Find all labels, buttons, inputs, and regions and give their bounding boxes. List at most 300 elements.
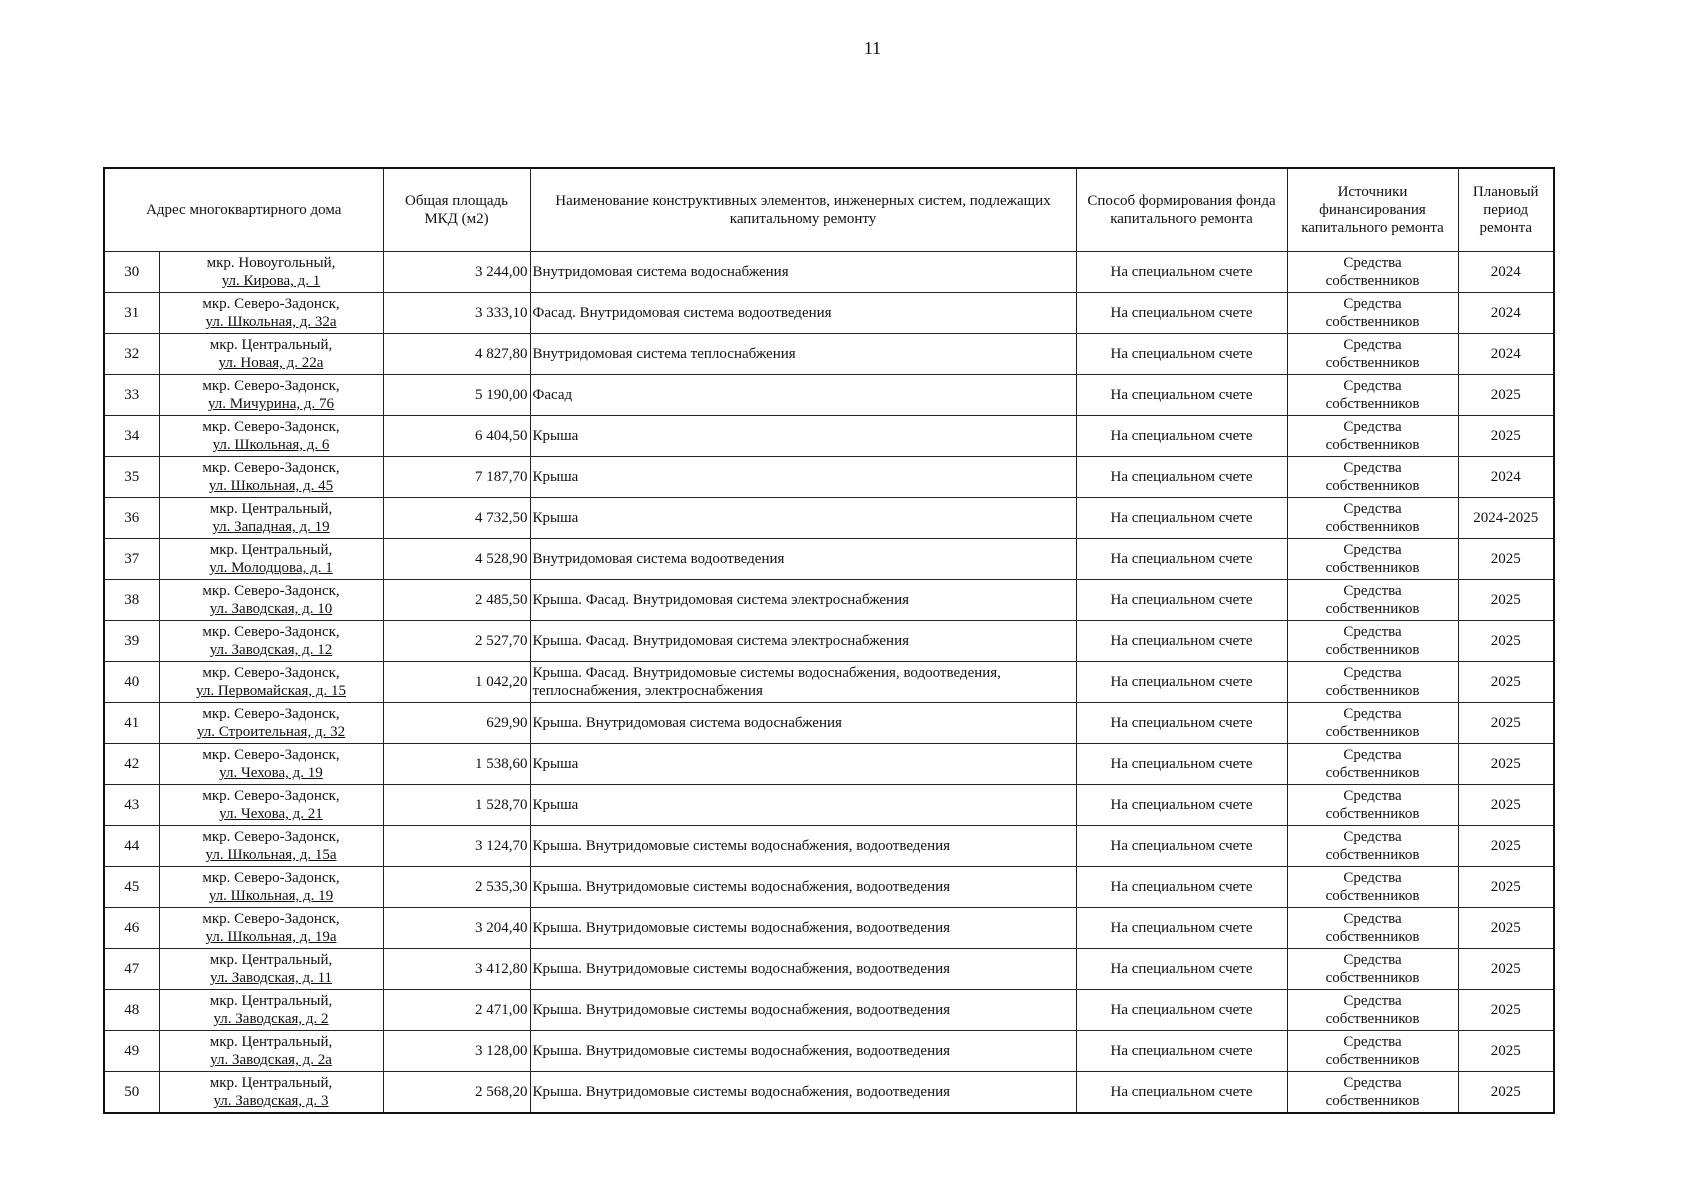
- table-row: [104, 744, 1554, 785]
- cell-period-period: 2025: [1490, 1084, 1521, 1100]
- cell-period: [1458, 252, 1554, 293]
- table-row: [104, 867, 1554, 908]
- cell-number-num: 31: [124, 305, 140, 321]
- cell-area-area: 2 535,30: [475, 879, 528, 895]
- cell-method-method: На специальном счете: [1110, 879, 1253, 895]
- cell-method-method: На специальном счете: [1110, 551, 1253, 567]
- capital-repair-table: [103, 167, 1555, 1114]
- cell-period: [1458, 1072, 1554, 1114]
- cell-period: [1458, 580, 1554, 621]
- cell-elements: [530, 867, 1076, 908]
- cell-source: [1287, 580, 1458, 621]
- cell-elements-elements: Крыша. Внутридомовые системы водоснабжения, водоотведения: [532, 961, 951, 977]
- cell-source: [1287, 1072, 1458, 1114]
- table-row: [104, 908, 1554, 949]
- cell-method-method: На специальном счете: [1110, 1084, 1253, 1100]
- cell-period-period: 2025: [1490, 797, 1521, 813]
- cell-address-addr2: ул. Школьная, д. 19а: [205, 929, 337, 945]
- cell-source-src1: Средства: [1343, 501, 1402, 517]
- cell-elements: [530, 1031, 1076, 1072]
- cell-source-src1: Средства: [1343, 378, 1402, 394]
- cell-source-src2: собственников: [1325, 847, 1420, 863]
- cell-area: [383, 375, 530, 416]
- cell-method: [1076, 990, 1287, 1031]
- table-row: [104, 1031, 1554, 1072]
- cell-source-src1: Средства: [1343, 296, 1402, 312]
- cell-period: [1458, 498, 1554, 539]
- cell-elements: [530, 293, 1076, 334]
- cell-number-num: 48: [124, 1002, 140, 1018]
- cell-source: [1287, 826, 1458, 867]
- cell-number: [104, 580, 159, 621]
- cell-elements-elements: Крыша: [532, 510, 579, 526]
- cell-area: [383, 1031, 530, 1072]
- cell-source: [1287, 457, 1458, 498]
- cell-address: [159, 539, 383, 580]
- cell-source-src2: собственников: [1325, 1052, 1420, 1068]
- cell-address-addr2: ул. Школьная, д. 15а: [205, 847, 337, 863]
- cell-method: [1076, 867, 1287, 908]
- page-number: 11: [863, 38, 882, 58]
- cell-period-period: 2025: [1490, 920, 1521, 936]
- cell-period: [1458, 416, 1554, 457]
- cell-source-src2: собственников: [1325, 970, 1420, 986]
- cell-address-addr1: мкр. Центральный,: [209, 542, 333, 558]
- cell-method: [1076, 785, 1287, 826]
- cell-source: [1287, 785, 1458, 826]
- cell-method: [1076, 416, 1287, 457]
- cell-elements-elements: Крыша. Внутридомовые системы водоснабжения, водоотведения: [532, 838, 951, 854]
- cell-source: [1287, 949, 1458, 990]
- cell-area: [383, 334, 530, 375]
- cell-source-src1: Средства: [1343, 1075, 1402, 1091]
- cell-area-area: 2 485,50: [475, 592, 528, 608]
- cell-method: [1076, 703, 1287, 744]
- cell-address-addr2: ул. Заводская, д. 3: [213, 1093, 329, 1109]
- cell-source-src1: Средства: [1343, 747, 1402, 763]
- cell-method-method: На специальном счете: [1110, 756, 1253, 772]
- cell-elements: [530, 621, 1076, 662]
- cell-address-addr2: ул. Заводская, д. 2а: [210, 1052, 332, 1068]
- table-row: [104, 990, 1554, 1031]
- cell-address-addr2: ул. Школьная, д. 6: [212, 437, 330, 453]
- cell-method: [1076, 293, 1287, 334]
- table-row: [104, 826, 1554, 867]
- cell-method-method: На специальном счете: [1110, 264, 1253, 280]
- cell-period-period: 2025: [1490, 1043, 1521, 1059]
- cell-elements: [530, 457, 1076, 498]
- cell-address: [159, 375, 383, 416]
- cell-address-addr1: мкр. Северо-Задонск,: [202, 747, 340, 763]
- cell-source: [1287, 662, 1458, 703]
- cell-source-src2: собственников: [1325, 683, 1420, 699]
- cell-method-method: На специальном счете: [1110, 592, 1253, 608]
- cell-address-addr1: мкр. Северо-Задонск,: [202, 665, 340, 681]
- table-row: [104, 621, 1554, 662]
- cell-number-num: 44: [124, 838, 140, 854]
- cell-period: [1458, 334, 1554, 375]
- cell-area-area: 2 471,00: [475, 1002, 528, 1018]
- cell-period: [1458, 826, 1554, 867]
- cell-source-src1: Средства: [1343, 952, 1402, 968]
- cell-address-addr2: ул. Школьная, д. 32а: [205, 314, 337, 330]
- cell-address: [159, 1072, 383, 1114]
- cell-area-area: 6 404,50: [475, 428, 528, 444]
- cell-method-method: На специальном счете: [1110, 346, 1253, 362]
- cell-area: [383, 826, 530, 867]
- cell-address-addr1: мкр. Северо-Задонск,: [202, 911, 340, 927]
- cell-number-num: 39: [124, 633, 140, 649]
- cell-area-area: 3 333,10: [475, 305, 528, 321]
- cell-source-src1: Средства: [1343, 460, 1402, 476]
- cell-number: [104, 457, 159, 498]
- cell-period: [1458, 1031, 1554, 1072]
- cell-elements: [530, 703, 1076, 744]
- cell-period: [1458, 539, 1554, 580]
- cell-address-addr2: ул. Чехова, д. 19: [219, 765, 323, 781]
- cell-number-num: 37: [124, 551, 140, 567]
- table-row: [104, 334, 1554, 375]
- table-row: [104, 539, 1554, 580]
- cell-method: [1076, 621, 1287, 662]
- cell-area-area: 7 187,70: [475, 469, 528, 485]
- cell-source-src1: Средства: [1343, 255, 1402, 271]
- cell-area: [383, 580, 530, 621]
- cell-source-src1: Средства: [1343, 788, 1402, 804]
- cell-period-period: 2024-2025: [1473, 510, 1539, 526]
- cell-elements: [530, 785, 1076, 826]
- cell-source: [1287, 621, 1458, 662]
- cell-source: [1287, 744, 1458, 785]
- cell-area: [383, 457, 530, 498]
- cell-source-src2: собственников: [1325, 273, 1420, 289]
- cell-number: [104, 949, 159, 990]
- cell-address-addr1: мкр. Северо-Задонск,: [202, 788, 340, 804]
- cell-number-num: 49: [124, 1043, 140, 1059]
- cell-method-method: На специальном счете: [1110, 961, 1253, 977]
- cell-source-src1: Средства: [1343, 583, 1402, 599]
- cell-period-period: 2025: [1490, 838, 1521, 854]
- cell-area: [383, 867, 530, 908]
- cell-number-num: 50: [124, 1084, 140, 1100]
- cell-source-src1: Средства: [1343, 870, 1402, 886]
- table-row: [104, 457, 1554, 498]
- cell-number-num: 45: [124, 879, 140, 895]
- cell-address-addr2: ул. Новая, д. 22а: [218, 355, 324, 371]
- cell-address: [159, 457, 383, 498]
- cell-period-period: 2025: [1490, 428, 1521, 444]
- cell-address-addr2: ул. Школьная, д. 19: [208, 888, 334, 904]
- cell-elements-elements: Крыша: [532, 756, 579, 772]
- cell-method-method: На специальном счете: [1110, 469, 1253, 485]
- cell-address-addr2: ул. Заводская, д. 12: [209, 642, 333, 658]
- cell-method: [1076, 908, 1287, 949]
- cell-elements: [530, 416, 1076, 457]
- cell-method-method: На специальном счете: [1110, 715, 1253, 731]
- cell-area: [383, 949, 530, 990]
- table-row: [104, 498, 1554, 539]
- table-row: [104, 949, 1554, 990]
- header-area: Общая площадь МКД (м2): [383, 168, 530, 252]
- cell-address-addr1: мкр. Северо-Задонск,: [202, 583, 340, 599]
- cell-period-period: 2025: [1490, 633, 1521, 649]
- cell-source-src1: Средства: [1343, 419, 1402, 435]
- cell-elements: [530, 498, 1076, 539]
- cell-period: [1458, 703, 1554, 744]
- cell-address-addr2: ул. Мичурина, д. 76: [207, 396, 335, 412]
- cell-address-addr2: ул. Молодцова, д. 1: [209, 560, 333, 576]
- cell-number-num: 34: [124, 428, 140, 444]
- header-address: Адрес многоквартирного дома: [104, 168, 383, 252]
- cell-source-src2: собственников: [1325, 724, 1420, 740]
- cell-area-area: 3 128,00: [475, 1043, 528, 1059]
- cell-source-src2: собственников: [1325, 355, 1420, 371]
- cell-period-period: 2025: [1490, 551, 1521, 567]
- cell-source-src1: Средства: [1343, 665, 1402, 681]
- cell-address: [159, 867, 383, 908]
- cell-method: [1076, 949, 1287, 990]
- cell-method-method: На специальном счете: [1110, 1002, 1253, 1018]
- cell-area: [383, 293, 530, 334]
- cell-elements-elements: Крыша. Фасад. Внутридомовая система электроснабжения: [532, 592, 910, 608]
- table-row: [104, 375, 1554, 416]
- cell-address-addr2: ул. Заводская, д. 10: [209, 601, 333, 617]
- header-period: Плановый период ремонта: [1458, 168, 1554, 252]
- cell-elements-elements: Крыша. Фасад. Внутридомовые системы водоснабжения, водоотведения, теплоснабжения, электроснабжения: [532, 665, 1001, 699]
- cell-area-area: 629,90: [486, 715, 528, 731]
- cell-number: [104, 375, 159, 416]
- cell-period-period: 2024: [1490, 264, 1521, 280]
- cell-area: [383, 621, 530, 662]
- cell-period-period: 2025: [1490, 1002, 1521, 1018]
- cell-elements: [530, 662, 1076, 703]
- table-row: [104, 252, 1554, 293]
- cell-elements: [530, 539, 1076, 580]
- cell-source: [1287, 990, 1458, 1031]
- cell-area: [383, 744, 530, 785]
- cell-method: [1076, 1072, 1287, 1114]
- cell-address-addr1: мкр. Северо-Задонск,: [202, 296, 340, 312]
- cell-number: [104, 416, 159, 457]
- cell-area-area: 3 412,80: [475, 961, 528, 977]
- cell-period: [1458, 908, 1554, 949]
- cell-elements: [530, 908, 1076, 949]
- cell-source-src2: собственников: [1325, 314, 1420, 330]
- cell-period: [1458, 867, 1554, 908]
- cell-area: [383, 539, 530, 580]
- cell-number-num: 41: [124, 715, 140, 731]
- cell-address: [159, 416, 383, 457]
- cell-elements-elements: Крыша: [532, 469, 579, 485]
- cell-number-num: 30: [124, 264, 140, 280]
- cell-period: [1458, 293, 1554, 334]
- cell-address: [159, 908, 383, 949]
- cell-elements: [530, 334, 1076, 375]
- cell-area: [383, 1072, 530, 1114]
- table-body: [104, 252, 1554, 1114]
- cell-elements-elements: Крыша: [532, 428, 579, 444]
- cell-source-src1: Средства: [1343, 911, 1402, 927]
- table-row: [104, 785, 1554, 826]
- cell-address: [159, 580, 383, 621]
- cell-number: [104, 867, 159, 908]
- cell-method: [1076, 539, 1287, 580]
- cell-address: [159, 703, 383, 744]
- cell-number-num: 36: [124, 510, 140, 526]
- cell-number-num: 46: [124, 920, 140, 936]
- cell-number: [104, 826, 159, 867]
- cell-number: [104, 334, 159, 375]
- cell-source-src1: Средства: [1343, 1034, 1402, 1050]
- cell-source-src2: собственников: [1325, 1093, 1420, 1109]
- cell-elements-elements: Крыша. Внутридомовые системы водоснабжения, водоотведения: [532, 879, 951, 895]
- cell-source: [1287, 908, 1458, 949]
- cell-period: [1458, 375, 1554, 416]
- cell-period: [1458, 949, 1554, 990]
- table-row: [104, 662, 1554, 703]
- cell-method: [1076, 744, 1287, 785]
- cell-method-method: На специальном счете: [1110, 1043, 1253, 1059]
- cell-elements: [530, 990, 1076, 1031]
- cell-elements-elements: Крыша: [532, 797, 579, 813]
- cell-number-num: 32: [124, 346, 140, 362]
- cell-number: [104, 1031, 159, 1072]
- cell-source-src2: собственников: [1325, 929, 1420, 945]
- cell-source: [1287, 498, 1458, 539]
- cell-address: [159, 826, 383, 867]
- cell-number: [104, 621, 159, 662]
- cell-number: [104, 908, 159, 949]
- cell-address: [159, 293, 383, 334]
- cell-number: [104, 539, 159, 580]
- cell-source-src2: собственников: [1325, 642, 1420, 658]
- cell-number-num: 33: [124, 387, 140, 403]
- cell-number: [104, 785, 159, 826]
- cell-elements: [530, 949, 1076, 990]
- cell-source: [1287, 334, 1458, 375]
- header-elements: Наименование конструктивных элементов, инженерных систем, подлежащих капитальному ремонту: [530, 168, 1076, 252]
- cell-source-src2: собственников: [1325, 437, 1420, 453]
- cell-source-src2: собственников: [1325, 396, 1420, 412]
- cell-address: [159, 949, 383, 990]
- cell-address-addr1: мкр. Центральный,: [209, 952, 333, 968]
- cell-address-addr1: мкр. Северо-Задонск,: [202, 460, 340, 476]
- cell-source-src2: собственников: [1325, 601, 1420, 617]
- cell-number-num: 47: [124, 961, 140, 977]
- cell-method: [1076, 580, 1287, 621]
- cell-source: [1287, 293, 1458, 334]
- cell-address-addr1: мкр. Центральный,: [209, 1075, 333, 1091]
- cell-area: [383, 252, 530, 293]
- cell-source-src1: Средства: [1343, 829, 1402, 845]
- cell-number-num: 42: [124, 756, 140, 772]
- cell-number: [104, 703, 159, 744]
- cell-address: [159, 621, 383, 662]
- table-row: [104, 580, 1554, 621]
- cell-area: [383, 498, 530, 539]
- cell-elements-elements: Фасад: [532, 387, 573, 403]
- cell-address-addr1: мкр. Северо-Задонск,: [202, 829, 340, 845]
- cell-source: [1287, 867, 1458, 908]
- cell-area-area: 4 732,50: [475, 510, 528, 526]
- cell-address-addr2: ул. Чехова, д. 21: [219, 806, 323, 822]
- cell-source-src1: Средства: [1343, 706, 1402, 722]
- cell-address-addr2: ул. Заводская, д. 11: [209, 970, 333, 986]
- cell-elements-elements: Крыша. Внутридомовая система водоснабжения: [532, 715, 842, 731]
- cell-method: [1076, 1031, 1287, 1072]
- cell-elements-elements: Крыша. Внутридомовые системы водоснабжения, водоотведения: [532, 1043, 951, 1059]
- cell-address-addr1: мкр. Новоугольный,: [206, 255, 336, 271]
- cell-period: [1458, 785, 1554, 826]
- cell-period-period: 2025: [1490, 715, 1521, 731]
- cell-area: [383, 990, 530, 1031]
- cell-address-addr1: мкр. Северо-Задонск,: [202, 378, 340, 394]
- cell-period: [1458, 990, 1554, 1031]
- cell-address-addr1: мкр. Северо-Задонск,: [202, 419, 340, 435]
- cell-elements-elements: Фасад. Внутридомовая система водоотведения: [532, 305, 832, 321]
- cell-elements-elements: Внутридомовая система теплоснабжения: [532, 346, 796, 362]
- cell-area: [383, 908, 530, 949]
- cell-source-src1: Средства: [1343, 337, 1402, 353]
- cell-method-method: На специальном счете: [1110, 633, 1253, 649]
- cell-address: [159, 990, 383, 1031]
- cell-address-addr1: мкр. Центральный,: [209, 993, 333, 1009]
- cell-elements-elements: Крыша. Внутридомовые системы водоснабжения, водоотведения: [532, 1084, 951, 1100]
- cell-area-area: 2 527,70: [475, 633, 528, 649]
- cell-elements: [530, 580, 1076, 621]
- cell-area-area: 1 538,60: [475, 756, 528, 772]
- cell-method-method: На специальном счете: [1110, 920, 1253, 936]
- cell-elements-elements: Крыша. Фасад. Внутридомовая система электроснабжения: [532, 633, 910, 649]
- cell-period: [1458, 621, 1554, 662]
- cell-area: [383, 416, 530, 457]
- cell-address: [159, 498, 383, 539]
- header-method: Способ формирования фонда капитального ремонта: [1076, 168, 1287, 252]
- cell-period-period: 2024: [1490, 305, 1521, 321]
- cell-address-addr1: мкр. Центральный,: [209, 501, 333, 517]
- cell-source: [1287, 539, 1458, 580]
- cell-period-period: 2025: [1490, 387, 1521, 403]
- cell-method: [1076, 826, 1287, 867]
- table-row: [104, 293, 1554, 334]
- cell-source-src2: собственников: [1325, 478, 1420, 494]
- cell-address-addr1: мкр. Центральный,: [209, 337, 333, 353]
- cell-method-method: На специальном счете: [1110, 674, 1253, 690]
- cell-address-addr1: мкр. Северо-Задонск,: [202, 870, 340, 886]
- cell-elements: [530, 252, 1076, 293]
- cell-source: [1287, 416, 1458, 457]
- cell-method-method: На специальном счете: [1110, 797, 1253, 813]
- cell-period-period: 2024: [1490, 346, 1521, 362]
- table-row: [104, 703, 1554, 744]
- cell-number-num: 35: [124, 469, 140, 485]
- cell-number: [104, 990, 159, 1031]
- cell-area-area: 3 244,00: [475, 264, 528, 280]
- cell-elements-elements: Крыша. Внутридомовые системы водоснабжения, водоотведения: [532, 1002, 951, 1018]
- cell-area-area: 2 568,20: [475, 1084, 528, 1100]
- cell-source: [1287, 252, 1458, 293]
- cell-period-period: 2025: [1490, 961, 1521, 977]
- cell-source-src2: собственников: [1325, 806, 1420, 822]
- cell-source: [1287, 375, 1458, 416]
- cell-source-src1: Средства: [1343, 542, 1402, 558]
- cell-period: [1458, 744, 1554, 785]
- cell-address-addr2: ул. Строительная, д. 32: [196, 724, 346, 740]
- cell-area: [383, 785, 530, 826]
- table-header-row: [104, 168, 1554, 252]
- cell-period-period: 2025: [1490, 756, 1521, 772]
- cell-source-src1: Средства: [1343, 624, 1402, 640]
